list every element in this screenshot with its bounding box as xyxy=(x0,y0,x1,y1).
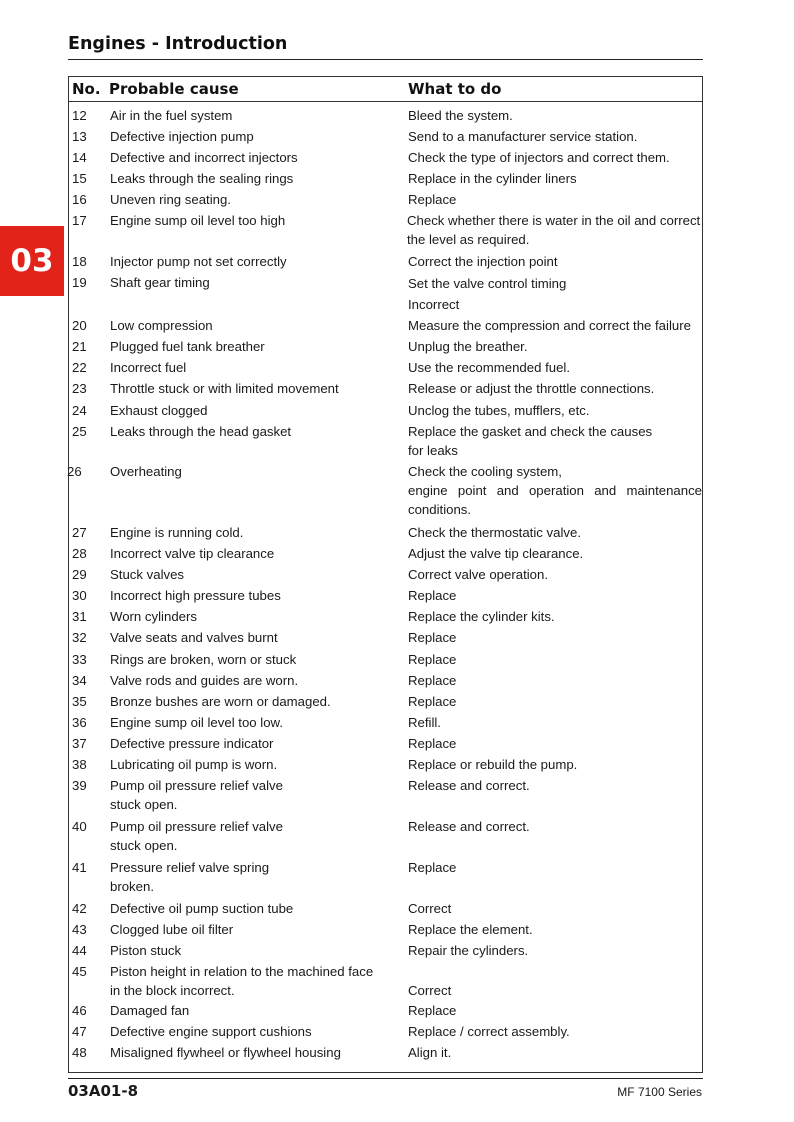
row-action: Unclog the tubes, mufflers, etc. xyxy=(408,403,590,418)
page-code: 03A01-8 xyxy=(68,1082,139,1100)
row-cause: Injector pump not set correctly xyxy=(110,254,287,269)
row-action: Adjust the valve tip clearance. xyxy=(408,546,584,561)
column-header-no: No. xyxy=(72,80,101,98)
row-action: Release or adjust the throttle connections. xyxy=(408,381,655,396)
row-number: 41 xyxy=(72,860,87,875)
row-cause: Pump oil pressure relief valve stuck open. xyxy=(110,819,283,853)
row-number: 22 xyxy=(72,360,87,375)
row-action: Replace or rebuild the pump. xyxy=(408,757,578,772)
row-cause: Valve seats and valves burnt xyxy=(110,630,278,645)
row-number: 20 xyxy=(72,318,87,333)
row-number: 33 xyxy=(72,652,87,667)
row-cause: Plugged fuel tank breather xyxy=(110,339,265,354)
troubleshooting-table xyxy=(68,76,703,1073)
row-number: 35 xyxy=(72,694,87,709)
series-label: MF 7100 Series xyxy=(617,1085,702,1099)
row-cause: Rings are broken, worn or stuck xyxy=(110,652,297,667)
row-cause: Defective injection pump xyxy=(110,129,254,144)
row-action: Check the type of injectors and correct them. xyxy=(408,150,670,165)
row-action: Replace the gasket and check the causes for leaks xyxy=(408,424,653,458)
row-cause: Incorrect high pressure tubes xyxy=(110,588,281,603)
row-cause: Piston height in relation to the machined face in the block incorrect. xyxy=(110,964,374,998)
row-cause: Shaft gear timing xyxy=(110,275,210,290)
row-action: Release and correct. xyxy=(408,819,530,834)
row-number: 39 xyxy=(72,778,87,793)
row-action: Replace in the cylinder liners xyxy=(408,171,577,186)
row-action: Replace / correct assembly. xyxy=(408,1024,570,1039)
row-cause: Misaligned flywheel or flywheel housing xyxy=(110,1045,341,1060)
row-cause: Throttle stuck or with limited movement xyxy=(110,381,339,396)
row-cause: Leaks through the head gasket xyxy=(110,424,292,439)
row-number: 32 xyxy=(72,630,87,645)
row-action: Correct xyxy=(408,983,452,998)
row-action: Bleed the system. xyxy=(408,108,513,123)
row-action: Replace xyxy=(408,192,457,207)
row-cause: Low compression xyxy=(110,318,213,333)
row-action: Send to a manufacturer service station. xyxy=(408,129,638,144)
row-cause: Overheating xyxy=(110,464,182,479)
row-action: Replace the cylinder kits. xyxy=(408,609,555,624)
row-cause: Uneven ring seating. xyxy=(110,192,231,207)
row-number: 37 xyxy=(72,736,87,751)
row-action: Correct xyxy=(408,901,452,916)
row-number: 42 xyxy=(72,901,87,916)
row-cause: Defective engine support cushions xyxy=(110,1024,312,1039)
row-number: 18 xyxy=(72,254,87,269)
row-number: 16 xyxy=(72,192,87,207)
row-number: 25 xyxy=(72,424,87,439)
footer-divider xyxy=(68,1078,703,1079)
row-cause: Clogged lube oil filter xyxy=(110,922,234,937)
row-action: Correct valve operation. xyxy=(408,567,549,582)
row-number: 44 xyxy=(72,943,87,958)
row-number: 36 xyxy=(72,715,87,730)
row-action: Check whether there is water in the oil and correct the level as required. xyxy=(407,213,701,247)
row-number: 47 xyxy=(72,1024,87,1039)
row-action: Correct the injection point xyxy=(408,254,558,269)
row-number: 26 xyxy=(67,464,82,479)
row-cause: Leaks through the sealing rings xyxy=(110,171,294,186)
row-number: 29 xyxy=(72,567,87,582)
row-action: Repair the cylinders. xyxy=(408,943,529,958)
row-cause: Engine sump oil level too high xyxy=(110,213,286,228)
row-number: 27 xyxy=(72,525,87,540)
chapter-tab: 03 xyxy=(0,226,64,296)
row-cause: Damaged fan xyxy=(110,1003,190,1018)
row-number: 17 xyxy=(72,213,87,228)
row-cause: Defective oil pump suction tube xyxy=(110,901,294,916)
row-number: 12 xyxy=(72,108,87,123)
page-title: Engines - Introduction xyxy=(68,34,288,54)
row-cause: Pressure relief valve spring broken. xyxy=(110,860,270,894)
row-cause: Engine sump oil level too low. xyxy=(110,715,284,730)
row-cause: Worn cylinders xyxy=(110,609,197,624)
row-cause: Exhaust clogged xyxy=(110,403,208,418)
row-action: Align it. xyxy=(408,1045,452,1060)
row-number: 34 xyxy=(72,673,87,688)
row-action: Release and correct. xyxy=(408,778,530,793)
row-action: Replace xyxy=(408,1003,457,1018)
row-cause: Valve rods and guides are worn. xyxy=(110,673,299,688)
row-cause: Engine is running cold. xyxy=(110,525,244,540)
row-action: Check the cooling system, engine point and operation and maintenance conditions. xyxy=(408,464,702,517)
row-action: Unplug the breather. xyxy=(408,339,528,354)
row-cause: Air in the fuel system xyxy=(110,108,233,123)
row-action: Check the thermostatic valve. xyxy=(408,525,581,540)
row-action: Replace xyxy=(408,673,457,688)
row-action: Set the valve control timing Incorrect xyxy=(408,276,567,312)
row-action: Use the recommended fuel. xyxy=(408,360,570,375)
row-cause: Defective and incorrect injectors xyxy=(110,150,298,165)
row-number: 24 xyxy=(72,403,87,418)
row-cause: Stuck valves xyxy=(110,567,185,582)
row-action: Replace xyxy=(408,736,457,751)
column-header-what: What to do xyxy=(408,80,502,98)
row-number: 14 xyxy=(72,150,87,165)
row-action: Replace xyxy=(408,588,457,603)
row-cause: Piston stuck xyxy=(110,943,182,958)
row-number: 28 xyxy=(72,546,87,561)
row-action: Measure the compression and correct the failure xyxy=(408,318,691,333)
row-number: 21 xyxy=(72,339,87,354)
row-number: 43 xyxy=(72,922,87,937)
row-number: 13 xyxy=(72,129,87,144)
column-header-cause: Probable cause xyxy=(109,80,239,98)
row-number: 30 xyxy=(72,588,87,603)
row-cause: Bronze bushes are worn or damaged. xyxy=(110,694,331,709)
row-action: Replace xyxy=(408,630,457,645)
row-number: 38 xyxy=(72,757,87,772)
row-cause: Pump oil pressure relief valve stuck open. xyxy=(110,778,283,812)
row-cause: Defective pressure indicator xyxy=(110,736,274,751)
row-number: 40 xyxy=(72,819,87,834)
row-number: 46 xyxy=(72,1003,87,1018)
row-number: 15 xyxy=(72,171,87,186)
row-cause: Incorrect valve tip clearance xyxy=(110,546,275,561)
row-action: Replace xyxy=(408,652,457,667)
row-action: Refill. xyxy=(408,715,441,730)
title-divider xyxy=(68,59,703,60)
row-number: 48 xyxy=(72,1045,87,1060)
row-action: Replace the element. xyxy=(408,922,533,937)
row-action: Replace xyxy=(408,860,457,875)
row-action: Replace xyxy=(408,694,457,709)
row-number: 45 xyxy=(72,964,87,979)
row-number: 19 xyxy=(72,275,87,290)
row-number: 23 xyxy=(72,381,87,396)
row-number: 31 xyxy=(72,609,87,624)
table-header xyxy=(69,77,702,102)
row-cause: Incorrect fuel xyxy=(110,360,187,375)
row-cause: Lubricating oil pump is worn. xyxy=(110,757,278,772)
